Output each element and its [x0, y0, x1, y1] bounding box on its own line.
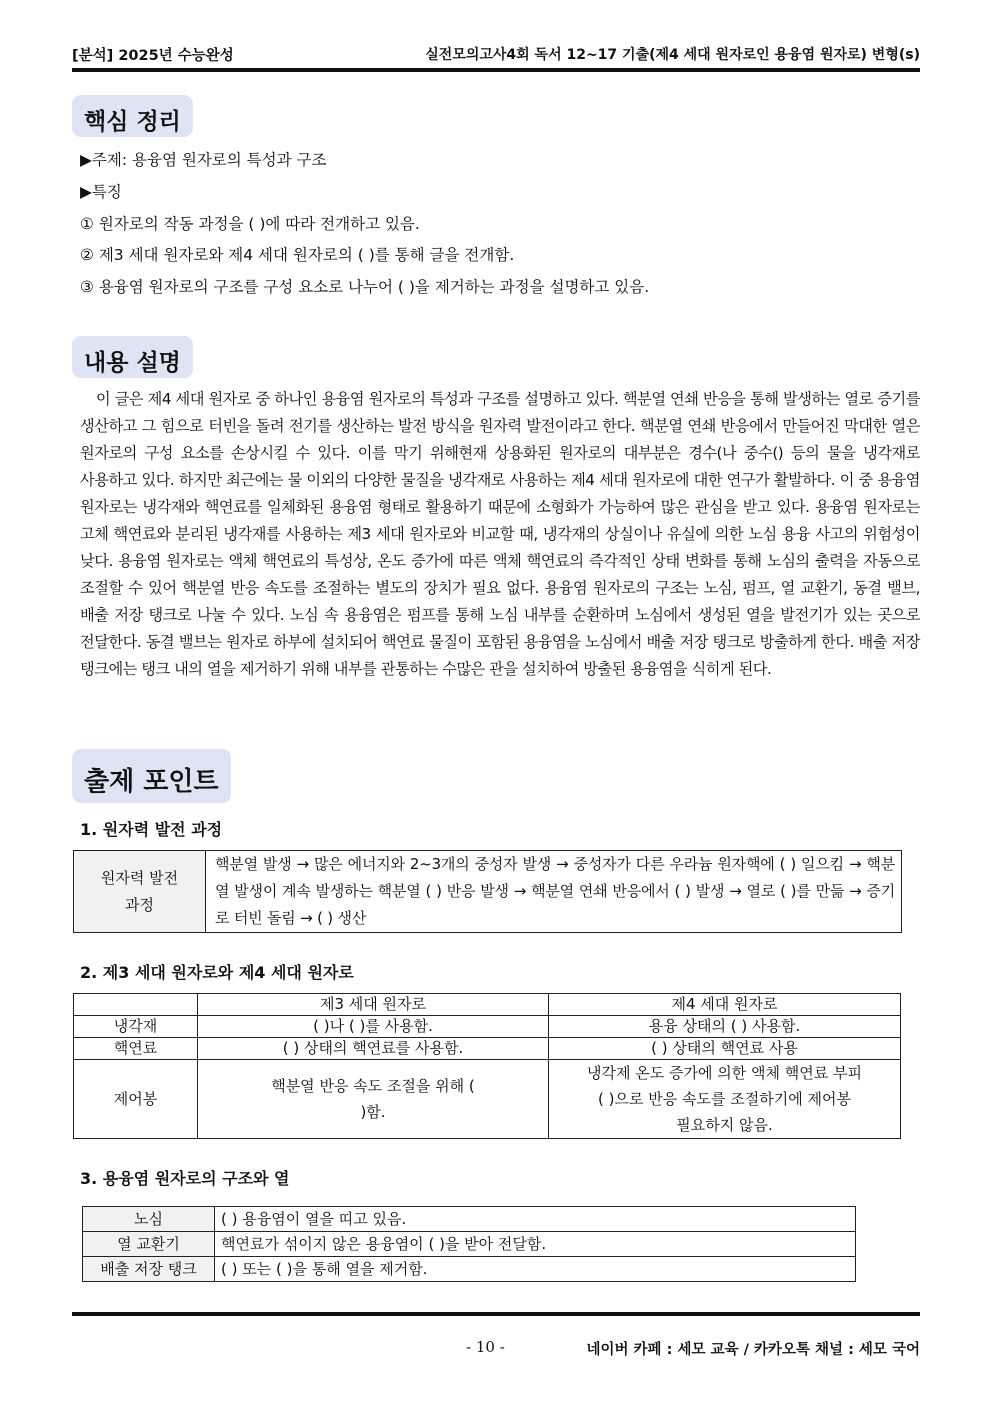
row-label: 냉각재 — [74, 1016, 198, 1038]
subheading-2: 2. 제3 세대 원자로와 제4 세대 원자로 — [80, 963, 354, 982]
table-reactor-structure — [82, 1206, 856, 1282]
content-paragraph — [80, 386, 920, 683]
section-title-content: 내용 설명 — [72, 336, 193, 378]
footer-rule — [72, 1312, 920, 1316]
summary-item: ① 원자로의 작동 과정을 ( )에 따라 전개하고 있음. — [80, 215, 420, 233]
table-generation-compare — [73, 993, 901, 1139]
process-body: 핵분열 발생 → 많은 에너지와 2~3개의 중성자 발생 → 중성자가 다른 우라늄 원자핵에 ( ) 일으킴 → 핵분열 발생이 계속 발생하는 핵분열 ( ) 반응 발생 → 핵분열 연쇄 반응에서 ( ) 발생 → 열로 ( )를 만듦 → 증기로 터빈 돌림 → ( ) 생산 — [206, 851, 902, 933]
row-label: 배출 저장 탱크 — [83, 1257, 215, 1282]
table-row — [83, 1232, 856, 1257]
table-corner-cell — [74, 994, 198, 1016]
table-header-row — [74, 994, 901, 1016]
row-label-control-rod: 제어봉 — [74, 1060, 198, 1139]
cell-gen4: ( ) 상태의 핵연료 사용 — [549, 1038, 901, 1060]
row-body: ( ) 또는 ( )을 통해 열을 제거함. — [215, 1257, 856, 1282]
table-row — [74, 1038, 901, 1060]
row-body: ( ) 용융염이 열을 띠고 있음. — [215, 1207, 856, 1232]
table-row — [83, 1257, 856, 1282]
row-label: 핵연료 — [74, 1038, 198, 1060]
rod-gen3-line2: )함. — [360, 1103, 386, 1121]
page-footer — [72, 1336, 920, 1360]
content-paragraph-text: 이 글은 제4 세대 원자로 중 하나인 용융염 원자로의 특성과 구조를 설명하고 있다. 핵분열 연쇄 반응을 통해 발생하는 열로 증기를 생산하고 그 힘으로 터빈을 돌려 전기를 생산하는 발전 방식을 원자력 발전이라고 한다. 핵분열 연쇄 반응에서 만들어진 막대한 열은 원자로의 구성 요소를 손상시킬 수 있다. 이를 막기 위해현재 상용화된 원자로의 대부분은 경수(나 중수() 등의 물을 냉각재로 사용하고 있다. 하지만 최근에는 물 이외의 다양한 물질을 냉각재로 사용하는 제4 세대 원자로에 대한 연구가 활발하다. 이 중 용융염 원자로는 냉각재와 핵연료를 일체화된 용융염 형태로 활용하기 때문에 소형화가 가능하여 많은 관심을 받고 있다. 용융염 원자로는 고체 핵연료와 분리된 냉각재를 사용하는 제3 세대 원자로와 비교할 때, 냉각재의 상실이나 유실에 의한 노심 용융 사고의 위험성이 낮다. 용융염 원자로는 액체 핵연료의 특성상, 온도 증가에 따른 액체 핵연료의 즉각적인 상태 변화를 통해 노심의 출력을 자동으로 조절할 수 있어 핵분열 반응 속도를 조절하는 별도의 장치가 필요 없다. 용융염 원자로의 구조는 노심, 펌프, 열 교환기, 동결 밸브, 배출 저장 탱크로 나눌 수 있다. 노심 속 용융염은 펌프를 통해 노심 내부를 순환하며 노심에서 생성된 열을 발전기가 있는 곳으로 전달한다. 동결 밸브는 원자로 하부에 설치되어 핵연료 물질이 포함된 용융염을 노심에서 배출 저장 탱크로 방출하게 한다. 배출 저장 탱크에는 탱크 내의 열을 제거하기 위해 내부를 관통하는 수많은 관을 설치하여 방출된 용융염을 식히게 된다. — [80, 390, 920, 678]
process-label-line1: 원자력 발전 — [100, 868, 179, 887]
row-body: 핵연료가 섞이지 않은 용융염이 ( )을 받아 전달함. — [215, 1232, 856, 1257]
col-header-gen3: 제3 세대 원자로 — [198, 994, 549, 1016]
table-power-process — [73, 850, 902, 933]
table-label-cell — [74, 851, 206, 933]
subheading-1: 1. 원자력 발전 과정 — [80, 820, 223, 839]
header-rule — [72, 68, 920, 72]
process-label-line2: 과정 — [125, 895, 154, 914]
summary-item: ③ 용융염 원자로의 구조를 구성 요소로 나누어 ( )을 제거하는 과정을 설명하고 있음. — [80, 278, 650, 296]
summary-features-label: ▶특징 — [80, 183, 122, 201]
page-number: - 10 - — [466, 1338, 505, 1356]
section-title-summary: 핵심 정리 — [72, 95, 193, 137]
rod-gen4-line1: 냉각제 온도 증가에 의한 액체 핵연료 부피 — [587, 1064, 862, 1082]
rod-gen4-line2: ( )으로 반응 속도를 조절하기에 제어봉 — [598, 1090, 851, 1108]
rod-gen3-line1: 핵분열 반응 속도 조절을 위해 ( — [271, 1077, 475, 1095]
row-label: 열 교환기 — [83, 1232, 215, 1257]
table-row — [83, 1207, 856, 1232]
header-left: [분석] 2025년 수능완성 — [72, 48, 234, 64]
section-title-points: 출제 포인트 — [72, 749, 231, 803]
summary-item: ② 제3 세대 원자로와 제4 세대 원자로의 ( )를 통해 글을 전개함. — [80, 246, 515, 264]
cell-gen4-control-rod — [549, 1060, 901, 1139]
table-row — [74, 1060, 901, 1139]
subheading-3: 3. 용융염 원자로의 구조와 열 — [80, 1169, 290, 1188]
table-row — [74, 851, 902, 933]
cell-gen3-control-rod — [198, 1060, 549, 1139]
header-right: 실전모의고사4회 독서 12~17 기출(제4 세대 원자로인 용융염 원자로) 변형(s) — [425, 47, 920, 63]
col-header-gen4: 제4 세대 원자로 — [549, 994, 901, 1016]
footer-channel-info: 네이버 카페 : 세모 교육 / 카카오톡 채널 : 세모 국어 — [586, 1342, 920, 1358]
cell-gen3: ( ) 상태의 핵연료를 사용함. — [198, 1038, 549, 1060]
cell-gen3: ( )나 ( )를 사용함. — [198, 1016, 549, 1038]
rod-gen4-line3: 필요하지 않음. — [676, 1116, 773, 1134]
page-header — [72, 42, 920, 68]
cell-gen4: 용융 상태의 ( ) 사용함. — [549, 1016, 901, 1038]
row-label: 노심 — [83, 1207, 215, 1232]
summary-topic: ▶주제: 용융염 원자로의 특성과 구조 — [80, 151, 327, 169]
table-row — [74, 1016, 901, 1038]
